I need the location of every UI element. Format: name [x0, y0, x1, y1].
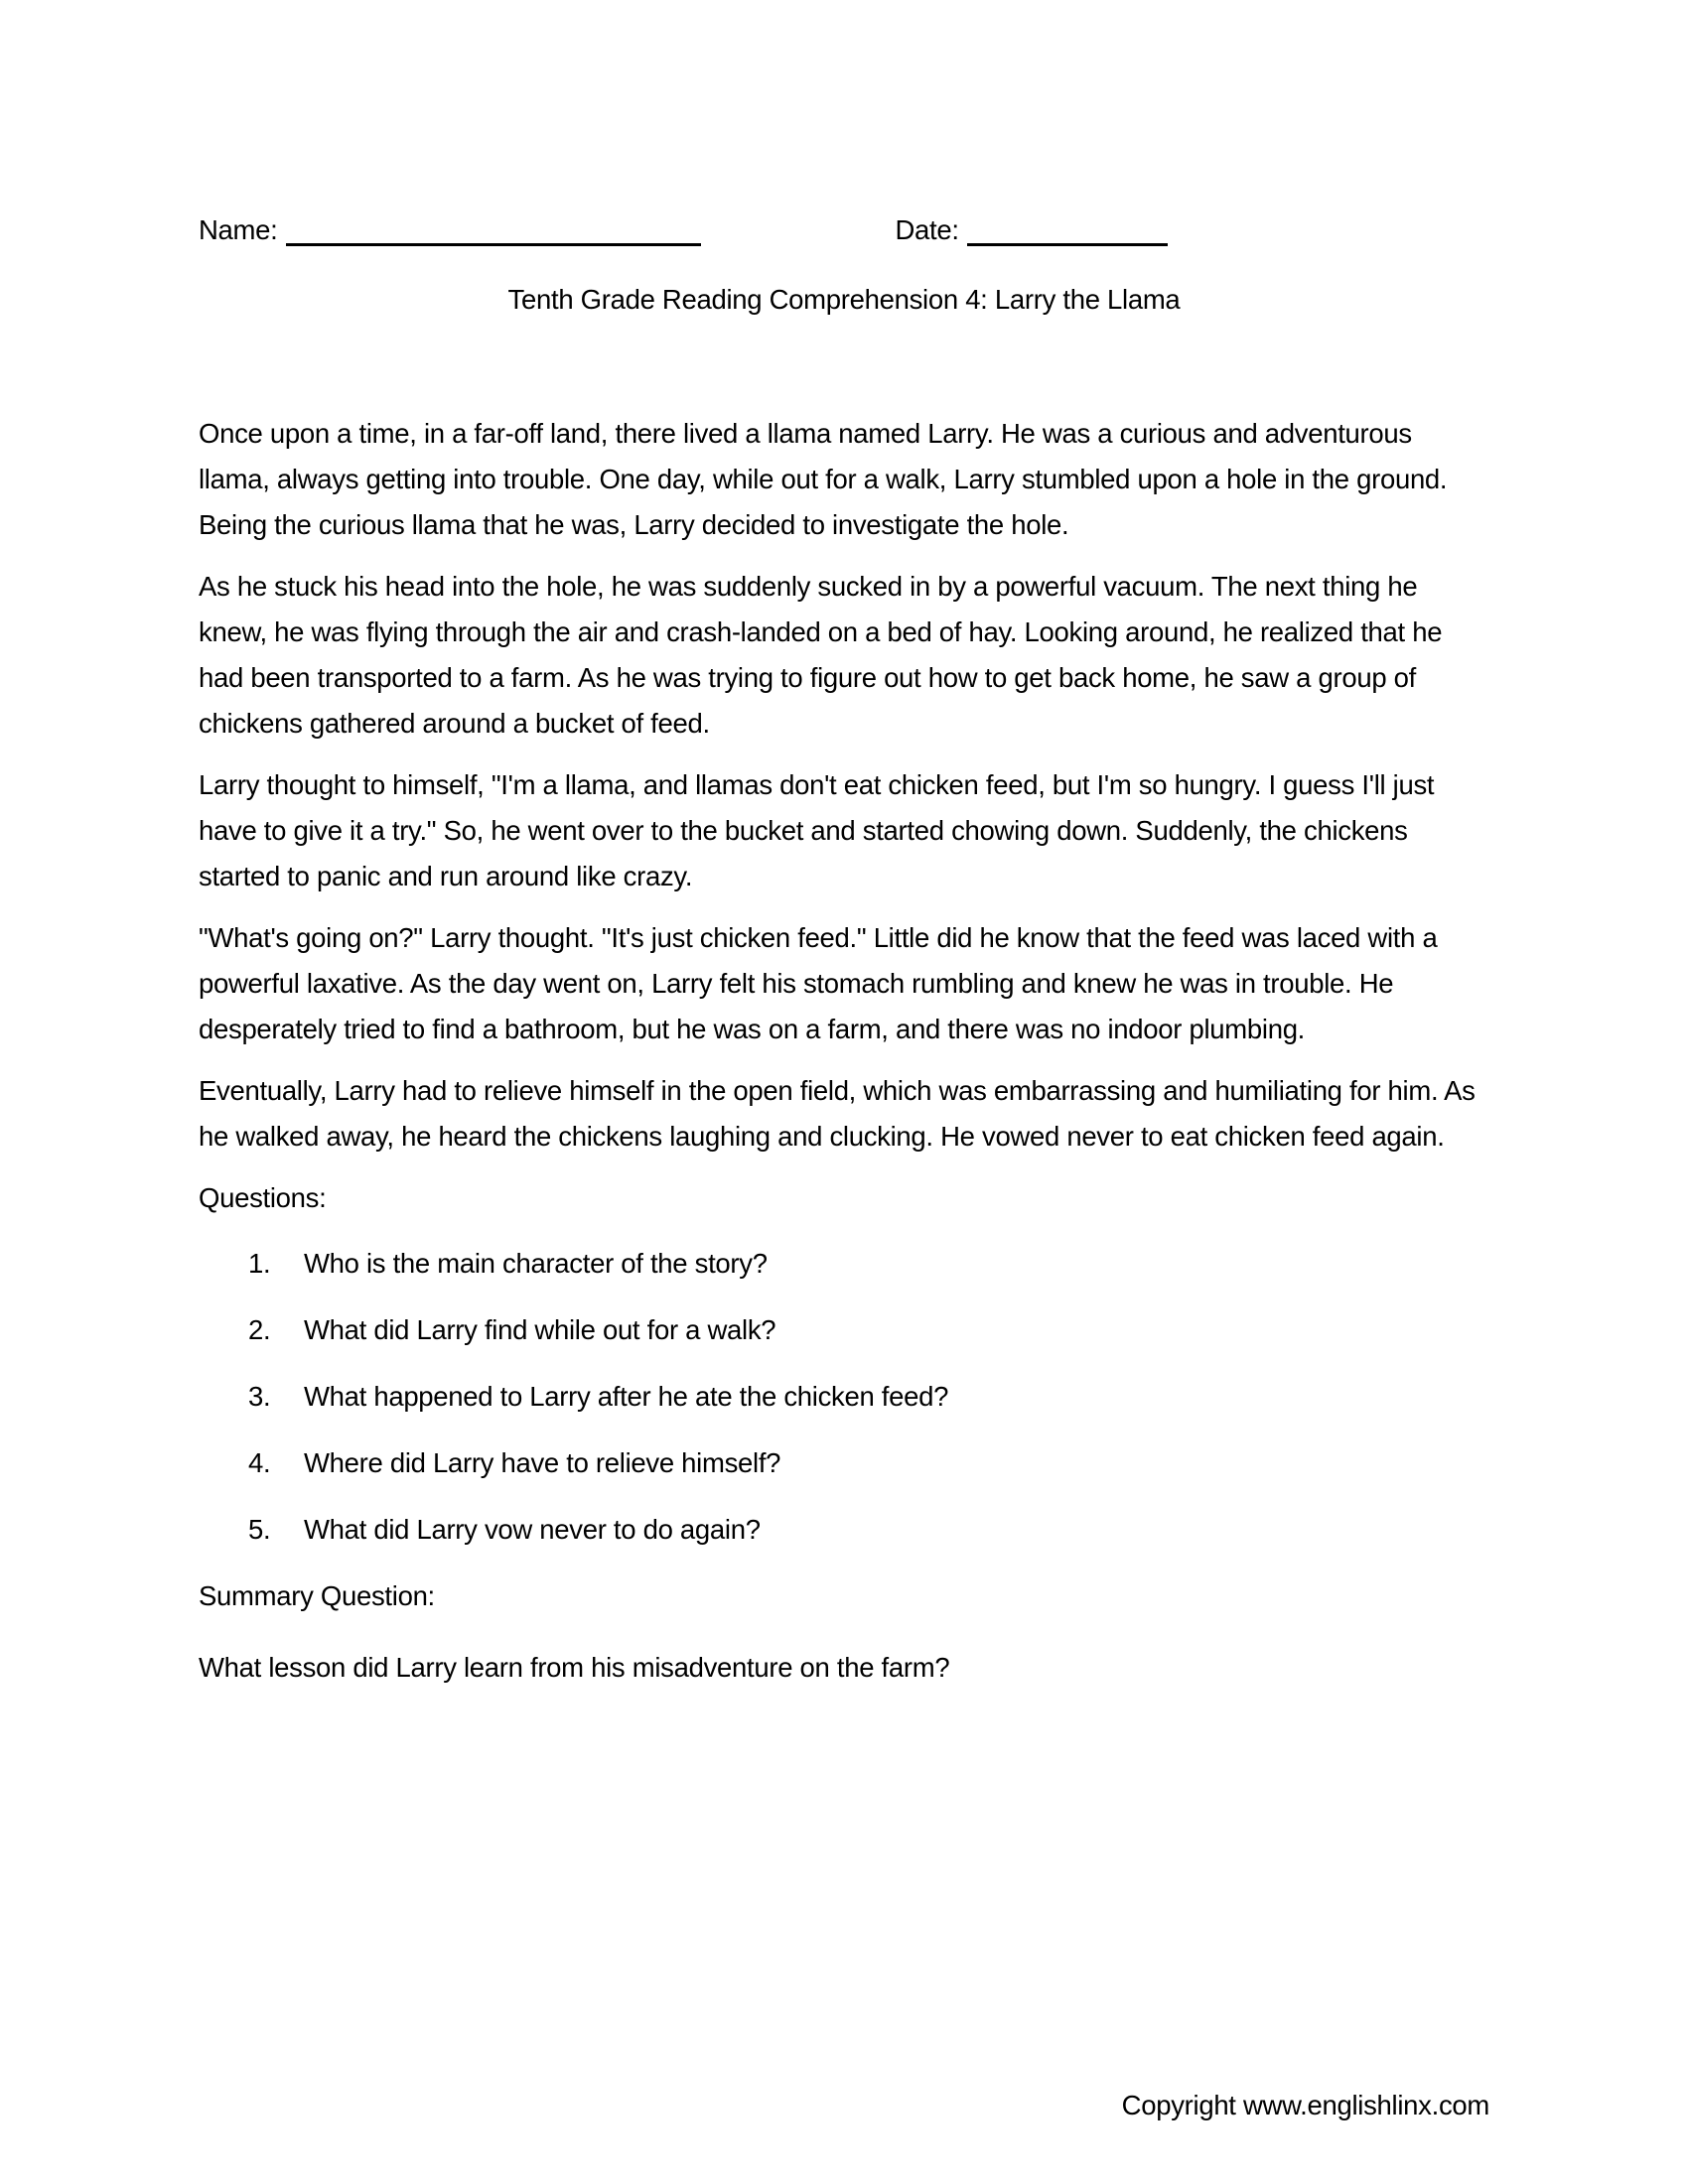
- question-text: What did Larry vow never to do again?: [304, 1514, 761, 1545]
- question-number: 1.: [248, 1248, 271, 1279]
- question-item: [199, 1241, 1489, 1287]
- story-paragraph: Eventually, Larry had to relieve himself in the open field, which was embarrassing and humiliating for him. As he walked away, he heard the chickens laughing and clucking. He vowed never to eat chicken feed again.: [199, 1075, 1476, 1152]
- name-label: Name:: [199, 214, 278, 245]
- name-blank-line: [286, 213, 701, 246]
- question-item: [199, 1307, 1489, 1353]
- question-item: [199, 1374, 1489, 1420]
- summary-question: What lesson did Larry learn from his misadventure on the farm?: [199, 1652, 950, 1683]
- date-field-group: [896, 213, 1168, 246]
- worksheet-content: [199, 206, 1489, 1691]
- summary-heading: Summary Question:: [199, 1580, 435, 1611]
- story-paragraph: Larry thought to himself, "I'm a llama, and llamas don't eat chicken feed, but I'm so hungry. I guess I'll just have to give it a try." So, he went over to the bucket and started chowing down. Suddenly, the chickens started to panic and run around like crazy.: [199, 769, 1435, 891]
- name-field-group: [199, 213, 701, 246]
- question-text: What happened to Larry after he ate the chicken feed?: [304, 1381, 949, 1412]
- copyright-notice: Copyright www.englishlinx.com: [1121, 2090, 1489, 2120]
- story-paragraph: Once upon a time, in a far-off land, there lived a llama named Larry. He was a curious and adventurous llama, always getting into trouble. One day, while out for a walk, Larry stumbled upon a hole in the ground. Being the curious llama that he was, Larry decided to investigate the hole.: [199, 418, 1448, 540]
- questions-heading: Questions:: [199, 1182, 327, 1213]
- story-section: [199, 411, 1489, 1160]
- question-number: 4.: [248, 1447, 271, 1478]
- question-item: [199, 1507, 1489, 1553]
- question-text: Where did Larry have to relieve himself?: [304, 1447, 781, 1478]
- question-number: 3.: [248, 1381, 271, 1412]
- story-paragraph: As he stuck his head into the hole, he was suddenly sucked in by a powerful vacuum. The next thing he knew, he was flying through the air and crash-landed on a bed of hay. Looking around, he realized that he had been transported to a farm. As he was trying to figure out how to get back home, he saw a group of chickens gathered around a bucket of feed.: [199, 571, 1443, 739]
- question-list: [199, 1241, 1489, 1553]
- header-row: [199, 206, 1489, 246]
- date-blank-line: [967, 213, 1168, 246]
- question-item: [199, 1440, 1489, 1486]
- question-number: 5.: [248, 1514, 271, 1545]
- page-title: Tenth Grade Reading Comprehension 4: Larry the Llama: [507, 284, 1181, 315]
- question-text: Who is the main character of the story?: [304, 1248, 768, 1279]
- question-number: 2.: [248, 1314, 271, 1345]
- story-paragraph: "What's going on?" Larry thought. "It's just chicken feed." Little did he know that the feed was laced with a powerful laxative. As the day went on, Larry felt his stomach rumbling and knew he was in trouble. He desperately tried to find a bathroom, but he was on a farm, and there was no indoor plumbing.: [199, 922, 1438, 1044]
- date-label: Date:: [895, 214, 959, 245]
- question-text: What did Larry find while out for a walk?: [304, 1314, 776, 1345]
